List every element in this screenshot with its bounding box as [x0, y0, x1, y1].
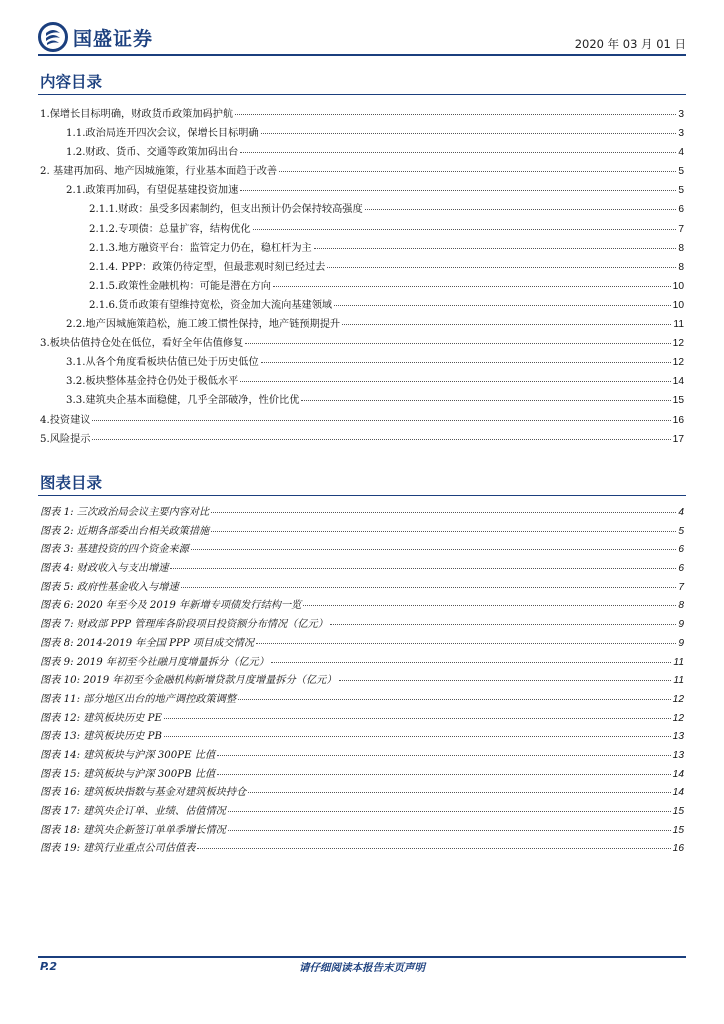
toc-entry-page: 6: [678, 204, 684, 216]
figure-entry-label: 图表 12: 建筑板块历史 PE: [40, 712, 162, 724]
figure-entry-label: 图表 7: 财政部 PPP 管理库各阶段项目投资额分布情况（亿元）: [40, 619, 328, 631]
dot-leader: [164, 706, 671, 719]
figure-entry-label: 图表 9: 2019 年初至今社融月度增量拆分（亿元）: [40, 656, 269, 668]
figure-entry-label: 图表 2: 近期各部委出台相关政策措施: [40, 525, 210, 537]
toc-entry-page: 4: [678, 147, 684, 159]
dot-leader: [256, 631, 676, 644]
dot-leader: [301, 388, 670, 401]
toc-entry-label: 2.1.2.专项债：总量扩容，结构优化: [89, 223, 251, 235]
figure-entry-page: 14: [672, 768, 684, 780]
toc-entry-page: 12: [672, 338, 684, 350]
figure-entry-label: 图表 11: 部分地区出台的地产调控政策调整: [40, 693, 237, 705]
figure-entry-page: 13: [672, 749, 684, 761]
header-divider: [38, 54, 686, 56]
toc-title-divider: [38, 94, 686, 95]
toc-entry-label: 2.1.5.政策性金融机构：可能是潜在方向: [89, 280, 271, 292]
dot-leader: [217, 743, 671, 756]
figure-entry-label: 图表 15: 建筑板块与沪深 300PB 比值: [40, 768, 216, 780]
figure-entry-page: 5: [678, 525, 684, 537]
toc-entry-label: 2.1.政策再加码，有望促基建投资加速: [66, 185, 239, 197]
brand-name: 国盛证券: [73, 27, 154, 50]
toc-entry-label: 3.2.板块整体基金持仓仍处于极低水平: [66, 376, 239, 388]
brand-logo: [38, 22, 153, 52]
disclaimer-note: 请仔细阅读本报告末页声明: [299, 962, 425, 974]
dot-leader: [228, 799, 671, 812]
dot-leader: [327, 255, 676, 268]
figure-entry-page: 15: [672, 824, 684, 836]
figure-entry-page: 14: [672, 787, 684, 799]
toc-entry-label: 2.1.6.货币政策有望维持宽松，资金加大流向基建领域: [89, 299, 333, 311]
toc-entry-label: 2.1.1.财政：虽受多因素制约，但支出预计仍会保持较高强度: [89, 204, 363, 216]
report-date: 2020 年 03 月 01 日: [574, 37, 686, 51]
figure-entry-label: 图表 6: 2020 年至今及 2019 年新增专项债发行结构一览: [40, 600, 302, 612]
dot-leader: [211, 519, 676, 532]
page-number: P.2: [40, 960, 58, 973]
toc-entry-label: 1.1.政治局连开四次会议，保增长目标明确: [66, 128, 259, 140]
figure-entry-label: 图表 5: 政府性基金收入与增速: [40, 581, 179, 593]
figure-entry[interactable]: [38, 838, 684, 857]
figure-entry-page: 11: [673, 675, 684, 687]
figure-entry-page: 13: [672, 731, 684, 743]
dot-leader: [211, 500, 676, 513]
dot-leader: [261, 121, 677, 134]
dot-leader: [334, 293, 671, 306]
toc-entry-page: 10: [672, 280, 684, 292]
figure-entry-page: 9: [678, 619, 684, 631]
dot-leader: [238, 687, 671, 700]
figure-entry-label: 图表 3: 基建投资的四个资金来源: [40, 544, 189, 556]
dot-leader: [330, 612, 676, 625]
toc-title: 内容目录: [40, 73, 103, 91]
toc-entry-page: 16: [672, 414, 684, 426]
toc-entry-label: 1.保增长目标明确，财政货币政策加码护航: [40, 109, 234, 120]
figure-entry-label: 图表 8: 2014-2019 年全国 PPP 项目成交情况: [40, 637, 255, 649]
toc-entry-label: 2.1.4. PPP：政策仍待定型，但最悲观时刻已经过去: [89, 261, 326, 273]
figure-entry-label: 图表 1: 三次政治局会议主要内容对比: [40, 507, 210, 518]
toc-entry-page: 17: [672, 433, 684, 445]
figures-title-divider: [38, 495, 686, 496]
brand-logo-icon: [38, 22, 68, 52]
dot-leader: [279, 159, 676, 172]
figure-entry-page: 16: [672, 843, 684, 855]
dot-leader: [261, 350, 671, 363]
toc-entry-page: 3: [678, 128, 684, 140]
dot-leader: [240, 178, 676, 191]
toc-entry-page: 12: [672, 357, 684, 369]
dot-leader: [197, 836, 670, 849]
toc-entry-page: 15: [672, 395, 684, 407]
dot-leader: [191, 537, 677, 550]
toc-entry-page: 11: [673, 319, 684, 331]
dot-leader: [92, 408, 670, 421]
toc-entry-page: 5: [678, 185, 684, 197]
toc-entry-label: 4.投资建议: [40, 414, 91, 426]
figure-entry-label: 图表 13: 建筑板块历史 PB: [40, 731, 162, 743]
toc-entry-label: 1.2.财政、货币、交通等政策加码出台: [66, 147, 239, 159]
dot-leader: [314, 236, 677, 249]
table-of-contents: [38, 104, 684, 448]
dot-leader: [342, 312, 671, 325]
toc-entry-page: 10: [672, 299, 684, 311]
dot-leader: [228, 818, 671, 831]
figure-entry-page: 8: [678, 600, 684, 612]
toc-entry-page: 14: [672, 376, 684, 388]
dot-leader: [164, 724, 671, 737]
dot-leader: [217, 762, 670, 775]
figure-entry-page: 7: [678, 581, 684, 593]
toc-entry-page: 3: [678, 109, 684, 120]
dot-leader: [365, 197, 677, 210]
figures-title: 图表目录: [40, 474, 103, 492]
figure-entry-page: 6: [678, 563, 684, 575]
footer-divider: [38, 956, 686, 958]
toc-entry-page: 8: [678, 242, 684, 254]
toc-entry-page: 7: [678, 223, 684, 235]
toc-entry-label: 3.板块估值持仓处在低位，看好全年估值修复: [40, 338, 244, 350]
figure-entry-label: 图表 18: 建筑央企新签订单单季增长情况: [40, 824, 226, 836]
toc-entry-label: 5.风险提示: [40, 433, 91, 445]
toc-entry-label: 3.3.建筑央企基本面稳健，几乎全部破净，性价比优: [66, 395, 300, 407]
figure-entry-label: 图表 17: 建筑央企订单、业绩、估值情况: [40, 806, 226, 817]
toc-entry-page: 5: [678, 166, 684, 178]
figure-entry-label: 图表 16: 建筑板块指数与基金对建筑板块持仓: [40, 787, 247, 799]
figure-entry-label: 图表 19: 建筑行业重点公司估值表: [40, 843, 196, 855]
figure-entry-label: 图表 14: 建筑板块与沪深 300PE 比值: [40, 749, 216, 761]
dot-leader: [235, 102, 676, 115]
figure-entry-page: 15: [672, 806, 684, 817]
toc-entry-page: 8: [678, 261, 684, 273]
figure-entry-page: 6: [678, 544, 684, 556]
dot-leader: [240, 140, 676, 153]
figure-entry-label: 图表 4: 财政收入与支出增速: [40, 563, 169, 575]
figure-entry-page: 12: [672, 712, 684, 724]
dot-leader: [245, 331, 670, 344]
dot-leader: [303, 593, 676, 606]
figure-entry-label: 图表 10: 2019 年初至今金融机构新增贷款月度增量拆分（亿元）: [40, 675, 337, 687]
page-header: [38, 18, 686, 58]
toc-entry-label: 3.1.从各个角度看板块估值已处于历史低位: [66, 357, 259, 369]
dot-leader: [271, 650, 671, 663]
figure-entry-page: 4: [678, 507, 684, 518]
dot-leader: [339, 668, 672, 681]
figure-entry-page: 11: [673, 656, 684, 668]
toc-entry-label: 2.1.3.地方融资平台：监管定力仍在，稳杠杆为主: [89, 242, 312, 254]
dot-leader: [253, 217, 677, 230]
dot-leader: [240, 369, 670, 382]
figure-entry-page: 9: [678, 637, 684, 649]
dot-leader: [273, 274, 671, 287]
dot-leader: [248, 780, 670, 793]
toc-entry-label: 2.2.地产因城施策趋松，施工竣工惯性保持，地产链预期提升: [66, 319, 341, 331]
toc-entry-label: 2. 基建再加码、地产因城施策，行业基本面趋于改善: [40, 166, 278, 178]
figure-list: [38, 502, 684, 857]
figure-entry-page: 12: [672, 693, 684, 705]
toc-entry[interactable]: [38, 429, 684, 448]
dot-leader: [181, 575, 677, 588]
dot-leader: [92, 427, 670, 440]
dot-leader: [170, 556, 676, 569]
